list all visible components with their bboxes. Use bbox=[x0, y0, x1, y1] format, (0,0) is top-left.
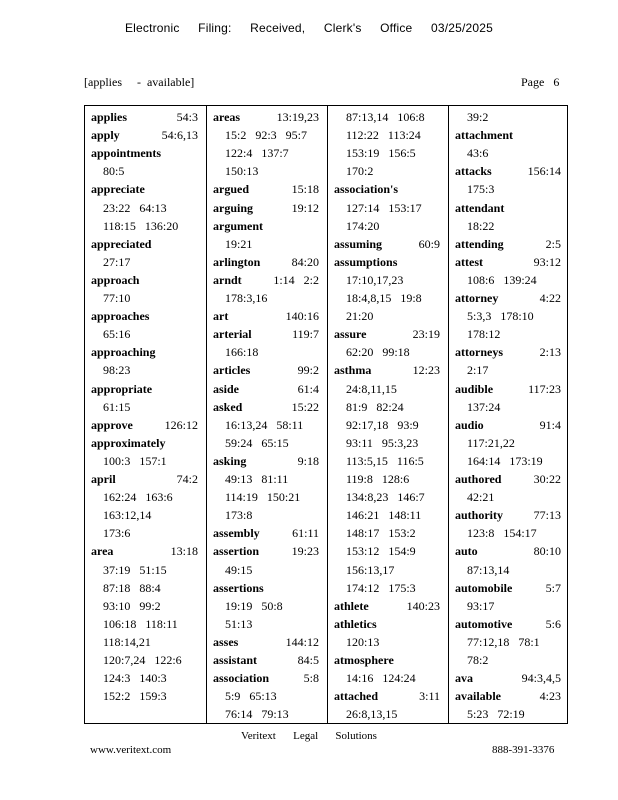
index-continuation: 51:13 bbox=[225, 616, 253, 631]
index-term: assumptions bbox=[334, 254, 398, 269]
index-continuation: 178:12 bbox=[467, 327, 501, 342]
index-term: approaches bbox=[91, 309, 150, 324]
index-entry bbox=[213, 108, 319, 126]
index-term: approach bbox=[91, 272, 140, 287]
index-continuation: 148:17 153:2 bbox=[346, 526, 416, 541]
index-entry bbox=[213, 633, 319, 651]
index-term: available bbox=[455, 689, 502, 704]
index-entry bbox=[213, 217, 319, 235]
index-continuation: 19:19 50:8 bbox=[225, 598, 283, 613]
index-entry bbox=[455, 687, 561, 705]
index-term: argued bbox=[213, 182, 249, 197]
index-continuation: 77:12,18 78:1 bbox=[467, 634, 540, 649]
index-page-refs: 80:10 bbox=[533, 544, 561, 559]
index-term: atmosphere bbox=[334, 653, 394, 667]
index-term: approaching bbox=[91, 345, 156, 360]
index-page-refs: 13:18 bbox=[170, 544, 198, 559]
index-continuation: 18:4,8,15 19:8 bbox=[346, 291, 422, 305]
index-continuation: 37:19 51:15 bbox=[103, 562, 167, 577]
index-continuation: 81:9 82:24 bbox=[346, 399, 404, 414]
index-term: automobile bbox=[455, 580, 513, 595]
index-continuation: 153:19 156:5 bbox=[346, 146, 416, 161]
filing-stamp-word: Office bbox=[380, 21, 413, 35]
index-continuation: 24:8,11,15 bbox=[346, 381, 397, 396]
index-term: assistant bbox=[213, 653, 258, 667]
index-term: areas bbox=[213, 110, 241, 124]
index-term: audible bbox=[455, 381, 494, 396]
index-page-refs: 2:13 bbox=[539, 345, 561, 360]
index-continuation: 164:14 173:19 bbox=[467, 453, 543, 468]
index-term: argument bbox=[213, 218, 263, 233]
index-entry bbox=[455, 162, 561, 180]
index-entry bbox=[455, 669, 561, 687]
index-continuation: 137:24 bbox=[467, 399, 501, 414]
index-continuation: 14:16 124:24 bbox=[346, 671, 416, 686]
index-term: area bbox=[91, 544, 114, 559]
index-term: appreciate bbox=[91, 182, 145, 197]
index-entry bbox=[334, 325, 440, 343]
index-continuation: 93:10 99:2 bbox=[103, 598, 161, 613]
index-continuation: 17:10,17,23 bbox=[346, 272, 404, 287]
index-continuation: 87:13,14 bbox=[467, 562, 510, 577]
index-term: assertions bbox=[213, 580, 264, 595]
index-page-refs: 91:4 bbox=[539, 417, 561, 432]
index-page-refs: 140:23 bbox=[406, 598, 440, 613]
index-continuation: 59:24 65:15 bbox=[225, 435, 289, 450]
index-continuation: 23:22 64:13 bbox=[103, 200, 167, 215]
index-term: attorney bbox=[455, 291, 499, 305]
filing-stamp-date: 03/25/2025 bbox=[430, 21, 494, 35]
index-continuation: 113:5,15 116:5 bbox=[346, 453, 424, 468]
index-page-refs: 84:5 bbox=[297, 653, 319, 667]
index-continuation: 152:2 159:3 bbox=[103, 689, 167, 704]
index-continuation: 80:5 bbox=[103, 164, 125, 179]
index-entry bbox=[455, 416, 561, 434]
index-continuation: 92:17,18 93:9 bbox=[346, 417, 419, 432]
index-entry bbox=[334, 687, 440, 705]
index-term: athlete bbox=[334, 598, 369, 613]
index-page-refs: 144:12 bbox=[285, 634, 319, 649]
index-entry bbox=[455, 343, 561, 361]
footer-website: www.veritext.com bbox=[90, 744, 172, 756]
index-continuation: 19:21 bbox=[225, 236, 253, 251]
index-continuation: 123:8 154:17 bbox=[467, 526, 537, 541]
index-continuation: 43:6 bbox=[467, 146, 489, 161]
index-term: asthma bbox=[334, 363, 372, 378]
index-entry bbox=[455, 199, 561, 217]
index-continuation: 76:14 79:13 bbox=[225, 707, 289, 722]
index-page-refs: 9:18 bbox=[297, 453, 319, 468]
index-term: aside bbox=[213, 381, 240, 396]
index-page-refs: 61:4 bbox=[297, 381, 319, 396]
index-continuation: 16:13,24 58:11 bbox=[225, 417, 304, 432]
index-page-refs: 93:12 bbox=[533, 254, 561, 269]
index-continuation: 146:21 148:11 bbox=[346, 508, 422, 523]
index-column-3 bbox=[327, 106, 448, 723]
index-entry bbox=[455, 542, 561, 560]
index-column-1 bbox=[85, 106, 206, 723]
index-entry bbox=[334, 597, 440, 615]
index-entry bbox=[91, 380, 198, 398]
index-page-refs: 15:18 bbox=[291, 182, 319, 197]
index-term: automotive bbox=[455, 616, 513, 631]
index-continuation: 93:17 bbox=[467, 598, 495, 613]
index-page-refs: 19:23 bbox=[291, 544, 319, 559]
index-continuation: 18:22 bbox=[467, 218, 495, 233]
index-term: apply bbox=[91, 128, 120, 143]
index-page-refs: 5:6 bbox=[545, 616, 561, 631]
index-continuation: 87:13,14 106:8 bbox=[346, 110, 425, 124]
index-page-refs: 117:23 bbox=[528, 381, 561, 396]
index-entry bbox=[455, 615, 561, 633]
index-entry bbox=[455, 253, 561, 271]
index-continuation: 124:3 140:3 bbox=[103, 671, 167, 686]
index-entry bbox=[91, 307, 198, 325]
index-page-refs: 156:14 bbox=[527, 164, 561, 179]
filing-stamp-word: Clerk's bbox=[323, 21, 362, 35]
index-entry bbox=[334, 615, 440, 633]
index-page-refs: 3:11 bbox=[419, 689, 440, 704]
index-continuation: 112:22 113:24 bbox=[346, 128, 421, 143]
index-entry bbox=[334, 253, 440, 271]
index-continuation: 174:12 175:3 bbox=[346, 580, 416, 595]
filing-stamp-word: Filing: bbox=[198, 21, 232, 35]
index-page-refs: 54:6,13 bbox=[161, 128, 198, 143]
index-page-refs: 12:23 bbox=[412, 363, 440, 378]
index-continuation: 42:21 bbox=[467, 490, 495, 505]
index-entry bbox=[213, 199, 319, 217]
index-entry bbox=[91, 542, 198, 560]
index-continuation: 77:10 bbox=[103, 291, 131, 305]
index-term: association's bbox=[334, 182, 399, 197]
index-continuation: 65:16 bbox=[103, 327, 131, 342]
index-column-4 bbox=[448, 106, 569, 723]
index-continuation: 87:18 88:4 bbox=[103, 580, 161, 595]
index-entry bbox=[334, 651, 440, 669]
index-entry bbox=[213, 542, 319, 560]
index-term: attorneys bbox=[455, 345, 503, 360]
index-page-refs: 15:22 bbox=[291, 399, 319, 414]
index-continuation: 175:3 bbox=[467, 182, 495, 197]
index-term: authored bbox=[455, 472, 502, 486]
index-term: assembly bbox=[213, 526, 260, 541]
index-continuation: 78:2 bbox=[467, 653, 489, 667]
index-entry bbox=[213, 398, 319, 416]
footer-company: Veritext Legal Solutions bbox=[241, 730, 377, 742]
index-page-refs: 94:3,4,5 bbox=[521, 671, 561, 686]
index-continuation: 2:17 bbox=[467, 363, 489, 378]
index-continuation: 117:21,22 bbox=[467, 435, 515, 450]
index-entry bbox=[455, 579, 561, 597]
index-term: attached bbox=[334, 689, 378, 704]
index-continuation: 173:6 bbox=[103, 526, 131, 541]
index-entry bbox=[455, 235, 561, 253]
index-continuation: 150:13 bbox=[225, 164, 259, 179]
index-entry bbox=[213, 325, 319, 343]
index-entry bbox=[91, 144, 198, 162]
index-term: asking bbox=[213, 453, 247, 468]
index-entry bbox=[91, 271, 198, 289]
index-entry bbox=[91, 180, 198, 198]
index-term: arterial bbox=[213, 327, 252, 342]
index-continuation: 122:4 137:7 bbox=[225, 146, 289, 161]
index-term: ava bbox=[455, 671, 473, 686]
index-continuation: 5:3,3 178:10 bbox=[467, 309, 534, 324]
index-term: april bbox=[91, 472, 116, 486]
index-term: arguing bbox=[213, 200, 254, 215]
index-continuation: 163:12,14 bbox=[103, 508, 152, 523]
index-term: association bbox=[213, 671, 270, 686]
index-continuation: 118:15 136:20 bbox=[103, 218, 179, 233]
index-term: assertion bbox=[213, 544, 259, 559]
index-term: arlington bbox=[213, 254, 261, 269]
index-page-refs: 99:2 bbox=[297, 363, 319, 378]
index-entry bbox=[213, 579, 319, 597]
index-column-2 bbox=[206, 106, 327, 723]
index-continuation: 15:2 92:3 95:7 bbox=[225, 128, 308, 143]
index-page-refs: 5:7 bbox=[545, 580, 561, 595]
index-page-refs: 5:8 bbox=[303, 671, 319, 686]
index-page-refs: 23:19 bbox=[412, 327, 440, 342]
index-term: attest bbox=[455, 254, 483, 269]
index-term: articles bbox=[213, 363, 251, 378]
index-term: appropriate bbox=[91, 381, 153, 396]
index-page-refs: 2:5 bbox=[545, 236, 561, 251]
index-term: applies bbox=[91, 110, 128, 124]
index-page-refs: 13:19,23 bbox=[276, 110, 319, 124]
index-term: authority bbox=[455, 508, 503, 523]
index-continuation: 156:13,17 bbox=[346, 562, 395, 577]
index-page-refs: 30:22 bbox=[533, 472, 561, 486]
index-entry bbox=[455, 380, 561, 398]
index-entry bbox=[455, 470, 561, 488]
index-continuation: 120:7,24 122:6 bbox=[103, 653, 182, 667]
index-entry bbox=[213, 524, 319, 542]
index-term: audio bbox=[455, 417, 484, 432]
index-term: assure bbox=[334, 327, 367, 342]
index-page-refs: 74:2 bbox=[176, 472, 198, 486]
index-continuation: 127:14 153:17 bbox=[346, 200, 422, 215]
filing-stamp bbox=[0, 21, 618, 35]
index-page-refs: 1:14 2:2 bbox=[273, 272, 319, 287]
index-entry bbox=[213, 271, 319, 289]
index-page-refs: 126:12 bbox=[164, 417, 198, 432]
index-continuation: 100:3 157:1 bbox=[103, 453, 167, 468]
index-entry bbox=[334, 180, 440, 198]
index-continuation: 162:24 163:6 bbox=[103, 490, 173, 505]
index-page-refs: 61:11 bbox=[292, 526, 319, 541]
index-entry bbox=[213, 253, 319, 271]
index-page-refs: 4:22 bbox=[539, 291, 561, 305]
index-continuation: 27:17 bbox=[103, 254, 131, 269]
index-range: [applies - available] bbox=[84, 75, 195, 89]
index-entry bbox=[455, 126, 561, 144]
index-entry bbox=[91, 416, 198, 434]
index-continuation: 170:2 bbox=[346, 164, 374, 179]
filing-stamp-word: Electronic bbox=[124, 21, 180, 35]
index-entry bbox=[213, 361, 319, 379]
index-page-refs: 84:20 bbox=[291, 254, 319, 269]
index-continuation: 5:23 72:19 bbox=[467, 707, 525, 722]
index-entry bbox=[91, 343, 198, 361]
index-page-refs: 54:3 bbox=[176, 110, 198, 124]
index-continuation: 173:8 bbox=[225, 508, 253, 523]
index-page-refs: 60:9 bbox=[418, 236, 440, 251]
index-term: assuming bbox=[334, 236, 383, 251]
index-page-refs: 140:16 bbox=[285, 309, 319, 324]
index-continuation: 39:2 bbox=[467, 110, 489, 124]
index-entry bbox=[334, 235, 440, 253]
index-entry bbox=[455, 506, 561, 524]
index-continuation: 21:20 bbox=[346, 309, 374, 324]
index-term: appointments bbox=[91, 146, 162, 161]
page-number: Page 6 bbox=[521, 75, 560, 89]
index-continuation: 5:9 65:13 bbox=[225, 689, 277, 704]
index-term: attachment bbox=[455, 128, 513, 143]
index-entry bbox=[213, 452, 319, 470]
index-entry bbox=[213, 307, 319, 325]
index-continuation: 49:13 81:11 bbox=[225, 472, 289, 486]
index-continuation: 61:15 bbox=[103, 399, 131, 414]
index-page-refs: 4:23 bbox=[539, 689, 561, 704]
index-term: approximately bbox=[91, 435, 166, 450]
index-continuation: 62:20 99:18 bbox=[346, 345, 410, 360]
index-continuation: 93:11 95:3,23 bbox=[346, 435, 419, 450]
index-continuation: 134:8,23 146:7 bbox=[346, 490, 425, 505]
index-continuation: 49:15 bbox=[225, 562, 253, 577]
index-term: appreciated bbox=[91, 236, 152, 251]
word-index-table bbox=[84, 105, 568, 724]
index-page-refs: 19:12 bbox=[291, 200, 319, 215]
footer-phone: 888-391-3376 bbox=[492, 744, 555, 756]
index-entry bbox=[213, 180, 319, 198]
index-entry bbox=[91, 126, 198, 144]
index-continuation: 120:13 bbox=[346, 634, 380, 649]
index-continuation: 98:23 bbox=[103, 363, 131, 378]
index-continuation: 108:6 139:24 bbox=[467, 272, 537, 287]
index-term: attacks bbox=[455, 164, 492, 179]
index-term: asked bbox=[213, 399, 243, 414]
index-term: attending bbox=[455, 236, 504, 251]
index-entry bbox=[91, 108, 198, 126]
index-continuation: 153:12 154:9 bbox=[346, 544, 416, 559]
index-term: auto bbox=[455, 544, 478, 559]
index-entry bbox=[213, 380, 319, 398]
index-continuation: 114:19 150:21 bbox=[225, 490, 301, 505]
index-entry bbox=[334, 361, 440, 379]
index-term: athletics bbox=[334, 616, 377, 631]
index-continuation: 166:18 bbox=[225, 345, 259, 360]
index-page-refs: 77:13 bbox=[533, 508, 561, 523]
index-continuation: 174:20 bbox=[346, 218, 380, 233]
index-term: arndt bbox=[213, 272, 242, 287]
index-continuation: 106:18 118:11 bbox=[103, 616, 178, 631]
index-term: art bbox=[213, 309, 229, 324]
index-page-refs: 119:7 bbox=[292, 327, 319, 342]
filing-stamp-word: Received, bbox=[250, 21, 306, 35]
index-entry bbox=[91, 235, 198, 253]
index-continuation: 26:8,13,15 bbox=[346, 707, 398, 722]
index-term: asses bbox=[213, 634, 239, 649]
index-term: approve bbox=[91, 417, 133, 432]
index-continuation: 118:14,21 bbox=[103, 634, 151, 649]
index-term: attendant bbox=[455, 200, 505, 215]
index-continuation: 119:8 128:6 bbox=[346, 472, 410, 486]
index-entry bbox=[213, 651, 319, 669]
index-continuation: 178:3,16 bbox=[225, 291, 268, 305]
index-entry bbox=[455, 289, 561, 307]
index-entry bbox=[213, 669, 319, 687]
index-entry bbox=[91, 470, 198, 488]
index-entry bbox=[91, 434, 198, 452]
